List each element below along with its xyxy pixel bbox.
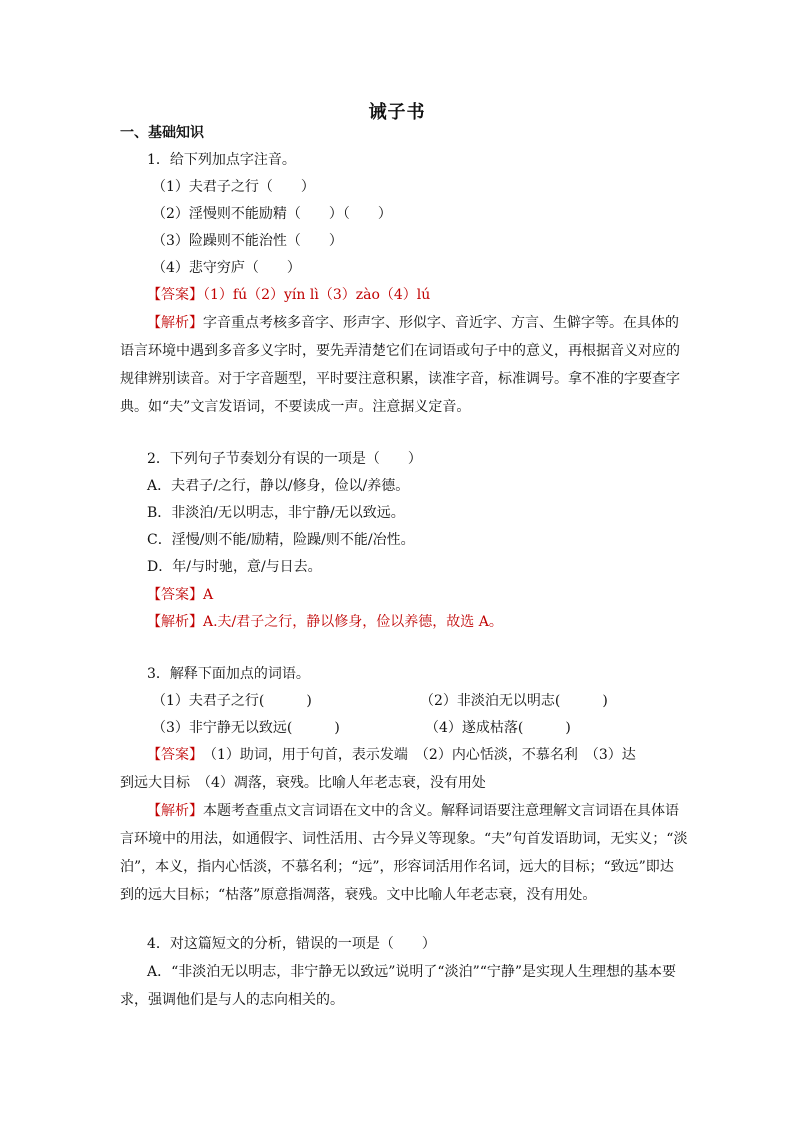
question-3-answer	[147, 745, 636, 765]
analysis-text: 泊”，本义，指内心恬淡，不慕名利；“远”，形容词活用作名词，远大的目标；“致远”即达	[120, 859, 674, 875]
answer-tag: 【答案】	[147, 587, 203, 603]
question-3-stem: 3．解释下面加点的词语。	[147, 666, 310, 682]
question-4-option: 求，强调他们是与人的志向相关的。	[120, 992, 344, 1008]
question-1-item: （3）险躁则不能治性（ ）	[152, 233, 343, 249]
question-1-item: （2）淫慢则不能励精（ ）（ ）	[152, 206, 392, 222]
analysis-text: 规律辨别读音。对于字音题型，平时要注意积累，读准字音，标准调号。拿不准的字要查字	[120, 371, 680, 387]
analysis-text: 本题考查重点文言词语在文中的含义。解释词语要注意理解文言词语在具体语	[203, 803, 679, 819]
analysis-text: 典。如“夫”文言发语词，不要读成一声。注意据义定音。	[120, 399, 471, 415]
question-2-option: D．年/与时驰，意/与日去。	[147, 559, 322, 575]
analysis-tag: 【解析】	[147, 315, 203, 331]
question-2-option: A．夫君子/之行，静以/修身，俭以/养德。	[147, 478, 410, 494]
analysis-tag: 【解析】	[147, 614, 203, 630]
question-1-analysis	[147, 313, 679, 333]
answer-text: （1）助词，用于句首，表示发端 （2）内心恬淡，不慕名利 （3）达	[196, 747, 636, 763]
answer-tag: 【答案】	[147, 287, 203, 303]
answer-text: （1）fú（2）yín lì（3）zào（4）lú	[203, 287, 431, 303]
question-1-item: （4）悲守穷庐（ ）	[152, 260, 301, 276]
analysis-text: 言环境中的用法，如通假字、词性活用、古今异义等现象。“夫”句首发语助词，无实义；“淡	[120, 831, 688, 847]
answer-text: 到远大目标 （4）凋落，衰残。比喻人年老志衰，没有用处	[120, 775, 486, 791]
question-4-option: A．“非淡泊无以明志，非宁静无以致远”说明了“淡泊”“宁静”是实现人生理想的基本要	[147, 964, 677, 980]
question-3-item: （3）非宁静无以致远( )	[152, 720, 340, 736]
question-2-option: C．淫慢/则不能/励精，险躁/则不能/冶性。	[147, 532, 415, 548]
analysis-tag: 【解析】	[147, 803, 203, 819]
question-3-item: （1）夫君子之行( )	[152, 693, 312, 709]
question-2-answer	[147, 585, 213, 605]
question-2-analysis	[147, 612, 503, 632]
question-1-item: （1）夫君子之行（ ）	[152, 179, 315, 195]
question-3-analysis	[147, 801, 679, 821]
question-3-item: （4）遂成枯落( )	[425, 720, 571, 736]
question-4-stem: 4．对这篇短文的分析，错误的一项是（ ）	[147, 936, 436, 952]
question-1-stem: 1．给下列加点字注音。	[147, 152, 296, 168]
page-title: 诫子书	[368, 102, 426, 123]
question-2-option: B．非淡泊/无以明志，非宁静/无以致远。	[147, 505, 405, 521]
answer-text: A	[203, 587, 214, 603]
analysis-text: A.夫/君子之行，静以修身，俭以养德，故选 A。	[203, 614, 503, 630]
analysis-text: 语言环境中遇到多音多义字时，要先弄清楚它们在词语或句子中的意义，再根据音义对应的	[120, 343, 680, 359]
question-3-item: （2）非淡泊无以明志( )	[420, 693, 608, 709]
question-1-answer	[147, 285, 430, 305]
answer-tag: 【答案】	[147, 747, 196, 763]
analysis-text: 字音重点考核多音字、形声字、形似字、音近字、方言、生僻字等。在具体的	[203, 315, 679, 331]
question-2-stem: 2．下列句子节奏划分有误的一项是（ ）	[147, 451, 422, 467]
section-heading: 一、基础知识	[120, 125, 204, 141]
analysis-text: 到的远大目标；“枯落”原意指凋落，衰残。文中比喻人年老志衰，没有用处。	[120, 887, 597, 903]
